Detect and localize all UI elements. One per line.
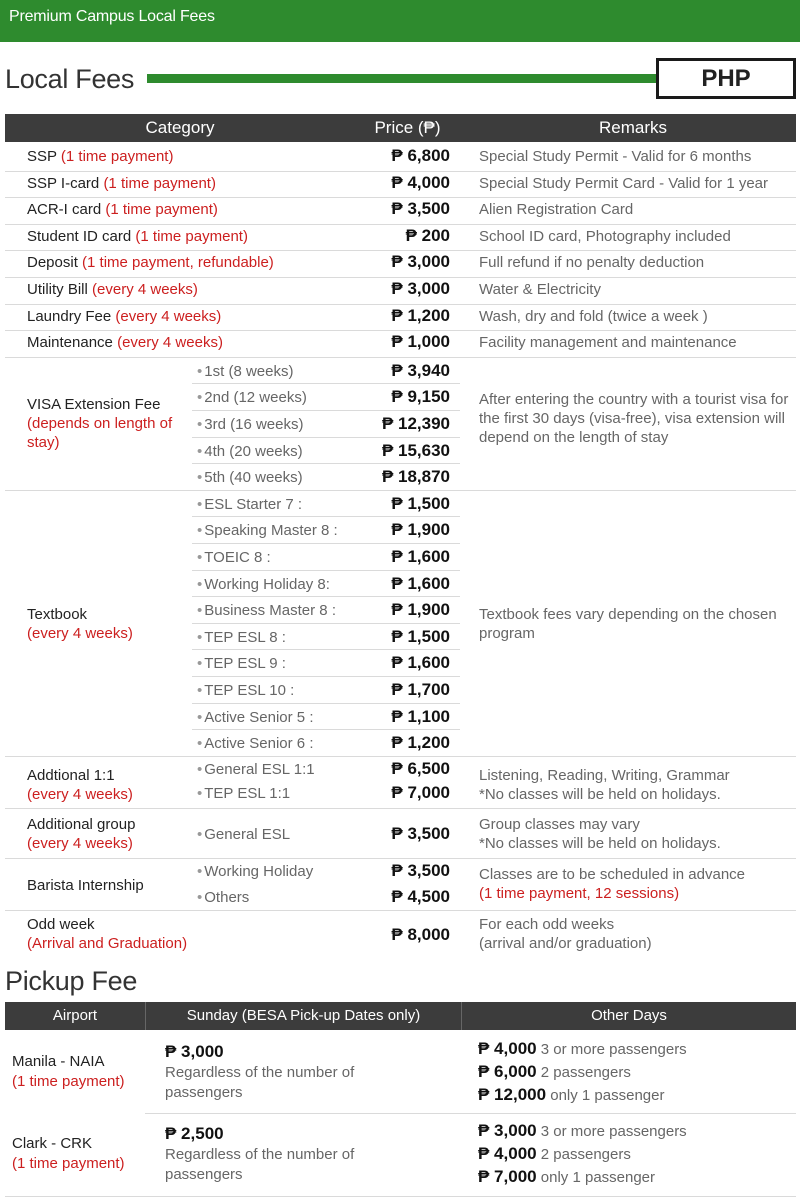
remark-text: Textbook fees vary depending on the chosen program: [479, 605, 777, 642]
other-days-price: ₱ 4,000: [478, 1039, 537, 1058]
category-cell: [27, 280, 198, 299]
other-days-price: ₱ 4,000: [478, 1144, 537, 1163]
row-divider: [5, 910, 796, 911]
visa-term: • 3rd (16 weeks): [197, 415, 303, 434]
sunday-note: Regardless of the number of passengers: [165, 1064, 355, 1101]
category-label: Utility Bill: [27, 281, 88, 298]
airport-note: (1 time payment): [12, 1073, 125, 1090]
category-cell: [27, 333, 223, 352]
price-value: ₱ 1,500: [391, 493, 450, 513]
column-sunday: Sunday (BESA Pick-up Dates only): [186, 1007, 421, 1024]
other-days-price: ₱ 3,000: [478, 1121, 537, 1140]
category-label: Additional group: [27, 815, 136, 833]
row-divider: [192, 703, 460, 704]
price-value: ₱ 1,600: [391, 573, 450, 593]
other-days-option: [478, 1062, 631, 1083]
other-days-note: only 1 passenger: [540, 1169, 656, 1186]
column-other-days: Other Days: [591, 1007, 667, 1024]
remark-text: Special Study Permit - Valid for 6 months: [479, 148, 752, 165]
price-value: ₱ 6,500: [391, 758, 450, 778]
price-value: ₱ 1,200: [391, 305, 450, 325]
textbook-program: • TEP ESL 8 :: [197, 628, 286, 647]
category-cell: [27, 395, 177, 452]
category-note: (every 4 weeks): [92, 281, 198, 298]
price-value: ₱ 1,500: [391, 626, 450, 646]
category-label: ACR-I card: [27, 201, 102, 219]
local-fees-title: Local Fees: [5, 64, 135, 94]
remark-text: Facility management and maintenance: [479, 334, 737, 352]
airport-cell: [12, 1052, 140, 1092]
category-label: SSP I-card: [27, 174, 100, 192]
category-note: (1 time payment): [135, 227, 248, 245]
remark-text: (arrival and/or graduation): [479, 934, 652, 952]
row-divider: [192, 543, 460, 544]
remark-text: Wash, dry and fold (twice a week ): [479, 307, 708, 325]
row-divider: [192, 676, 460, 677]
remark-text: Special Study Permit Card - Valid for 1 year: [479, 174, 769, 192]
pickup-fee-title: Pickup Fee: [5, 966, 138, 996]
visa-term: • 4th (20 weeks): [197, 442, 303, 461]
price-value: ₱ 7,000: [391, 782, 450, 802]
airport-name: Manila - NAIA: [12, 1053, 105, 1070]
remark-text: Listening, Reading, Writing, Grammar: [479, 766, 730, 784]
remark-text: Alien Registration Card: [479, 201, 634, 219]
other-days-note: 3 or more passengers: [540, 1123, 687, 1140]
row-divider: [5, 304, 796, 305]
remark-text: Classes are to be scheduled in advance: [479, 865, 746, 883]
remark-text: *No classes will be held on holidays.: [479, 785, 721, 803]
price-value: ₱ 3,500: [391, 860, 450, 880]
textbook-program: • ESL Starter 7 :: [197, 495, 302, 514]
textbook-program: • Business Master 8 :: [197, 601, 336, 620]
category-cell: [27, 876, 144, 895]
other-days-option: [478, 1167, 655, 1188]
category-label: Addtional 1:1: [27, 766, 115, 784]
remark-text: Full refund if no penalty deduction: [479, 254, 705, 272]
remark-text: For each odd weeks: [479, 915, 615, 933]
category-label: Laundry Fee: [27, 307, 112, 325]
other-days-option: [478, 1085, 664, 1106]
row-divider: [5, 250, 796, 251]
row-divider: [192, 410, 460, 411]
other-days-note: 2 passengers: [540, 1146, 631, 1163]
row-divider: [5, 330, 796, 331]
row-divider: [5, 357, 796, 358]
price-value: ₱ 1,700: [391, 680, 450, 699]
category-note: (depends on length of stay): [27, 414, 173, 451]
price-value: ₱ 4,000: [391, 172, 450, 192]
price-value: ₱ 15,630: [381, 440, 450, 460]
internship-type: • Others: [197, 888, 249, 907]
row-divider: [192, 463, 460, 464]
category-label: Barista Internship: [27, 876, 144, 894]
other-days-option: [478, 1144, 631, 1165]
category-note: (1 time payment): [103, 174, 216, 192]
other-days-price: ₱ 12,000: [478, 1085, 547, 1104]
textbook-program: • Working Holiday 8:: [197, 575, 330, 594]
price-value: ₱ 200: [405, 225, 450, 245]
airport-name: Clark - CRK: [12, 1135, 93, 1152]
row-divider: [192, 596, 460, 597]
lesson-type: • General ESL: [197, 825, 290, 844]
category-cell: [27, 766, 133, 804]
other-days-price: ₱ 6,000: [478, 1062, 537, 1081]
category-cell: [27, 307, 221, 326]
category-label: Deposit: [27, 254, 78, 272]
lesson-type: • General ESL 1:1: [197, 760, 315, 779]
column-price: Price (₱): [374, 118, 441, 137]
title-divider: [147, 74, 657, 83]
textbook-program: • TOEIC 8 :: [197, 548, 271, 567]
category-note: (1 time payment): [60, 148, 174, 165]
row-divider: [192, 623, 460, 624]
category-label: Maintenance: [27, 334, 113, 352]
category-label: VISA Extension Fee: [27, 395, 161, 413]
airport-note: (1 time payment): [12, 1155, 125, 1172]
price-value: ₱ 1,200: [391, 733, 450, 753]
other-days-note: 2 passengers: [540, 1064, 631, 1081]
textbook-program: • Active Senior 5 :: [197, 708, 313, 727]
price-value: ₱ 9,150: [391, 387, 450, 407]
visa-term: • 2nd (12 weeks): [197, 388, 307, 407]
price-value: ₱ 3,940: [391, 360, 450, 380]
row-divider: [192, 570, 460, 571]
column-remarks: Remarks: [598, 118, 667, 137]
textbook-program: • TEP ESL 9 :: [197, 654, 286, 673]
row-divider: [5, 1196, 796, 1197]
category-cell: [27, 605, 133, 643]
row-divider: [5, 277, 796, 278]
category-label: Student ID card: [27, 227, 132, 245]
category-note: (Arrival and Graduation): [27, 934, 188, 952]
sunday-price: ₱ 2,500: [165, 1124, 224, 1143]
price-value: ₱ 18,870: [381, 467, 450, 487]
visa-term: • 5th (40 weeks): [197, 468, 303, 487]
row-divider: [5, 171, 796, 172]
price-value: ₱ 1,900: [391, 520, 450, 540]
other-days-note: only 1 passenger: [550, 1087, 665, 1104]
price-value: ₱ 3,000: [391, 279, 450, 298]
category-note: (1 time payment, refundable): [82, 254, 274, 272]
internship-type: • Working Holiday: [197, 862, 313, 881]
category-cell: [27, 174, 216, 193]
remark-text: School ID card, Photography included: [479, 227, 731, 245]
sunday-price: ₱ 3,000: [165, 1042, 224, 1061]
row-divider: [192, 437, 460, 438]
price-value: ₱ 3,500: [391, 199, 450, 219]
price-value: ₱ 3,500: [391, 823, 450, 843]
price-value: ₱ 6,800: [391, 146, 450, 165]
textbook-program: • Speaking Master 8 :: [197, 521, 338, 540]
price-value: ₱ 4,500: [391, 886, 450, 906]
pickup-table-header: [5, 1002, 796, 1030]
currency-badge: PHP: [656, 58, 796, 99]
price-value: ₱ 1,900: [391, 600, 450, 620]
row-divider: [192, 383, 460, 384]
category-note: (every 4 weeks): [27, 624, 133, 642]
category-cell: [27, 227, 248, 246]
row-divider: [5, 858, 796, 859]
sunday-note: Regardless of the number of passengers: [165, 1146, 355, 1183]
category-cell: [27, 815, 135, 853]
row-divider: [145, 1113, 796, 1114]
category-note: (1 time payment): [105, 201, 218, 219]
row-divider: [5, 808, 796, 809]
other-days-option: [478, 1121, 687, 1142]
visa-term: • 1st (8 weeks): [197, 362, 293, 381]
category-cell: [27, 200, 218, 219]
other-days-note: 3 or more passengers: [540, 1041, 687, 1058]
row-divider: [192, 729, 460, 730]
remark-text: *No classes will be held on holidays.: [479, 834, 721, 852]
price-value: ₱ 12,390: [381, 414, 450, 433]
price-value: ₱ 3,000: [391, 252, 450, 272]
textbook-program: • TEP ESL 10 :: [197, 681, 294, 700]
price-value: ₱ 1,600: [391, 653, 450, 673]
banner-title: Premium Campus Local Fees: [9, 8, 215, 25]
remark-text: Water & Electricity: [479, 281, 601, 298]
row-divider: [5, 490, 796, 491]
price-value: ₱ 1,100: [391, 706, 450, 726]
remark-text: After entering the country with a tourist visa for the first 30 days (visa-free), visa extension will depend on the length of stay: [479, 390, 789, 446]
lesson-type: • TEP ESL 1:1: [197, 784, 290, 803]
airport-cell: [12, 1134, 140, 1174]
row-divider: [192, 516, 460, 517]
category-label: Odd week: [27, 915, 95, 933]
price-value: ₱ 1,600: [391, 547, 450, 566]
category-label: Textbook: [27, 605, 88, 623]
row-divider: [5, 224, 796, 225]
category-note: (every 4 weeks): [117, 334, 223, 352]
row-divider: [192, 649, 460, 650]
price-value: ₱ 1,000: [391, 332, 450, 352]
column-category: Category: [145, 118, 215, 137]
remark-note: (1 time payment, 12 sessions): [479, 884, 680, 902]
row-divider: [5, 756, 796, 757]
category-cell: [27, 915, 187, 953]
column-airport: Airport: [52, 1007, 98, 1024]
top-banner: [0, 0, 800, 42]
category-cell: [27, 147, 173, 166]
row-divider: [5, 197, 796, 198]
category-note: (every 4 weeks): [27, 834, 133, 852]
local-fees-table-header: [5, 114, 796, 142]
other-days-price: ₱ 7,000: [478, 1167, 537, 1186]
category-note: (every 4 weeks): [115, 307, 222, 325]
price-value: ₱ 8,000: [391, 924, 450, 944]
category-note: (every 4 weeks): [27, 785, 133, 803]
other-days-option: [478, 1039, 687, 1060]
remark-text: Group classes may vary: [479, 815, 640, 833]
category-label: SSP: [27, 148, 57, 165]
textbook-program: • Active Senior 6 :: [197, 734, 313, 753]
category-cell: [27, 253, 274, 272]
